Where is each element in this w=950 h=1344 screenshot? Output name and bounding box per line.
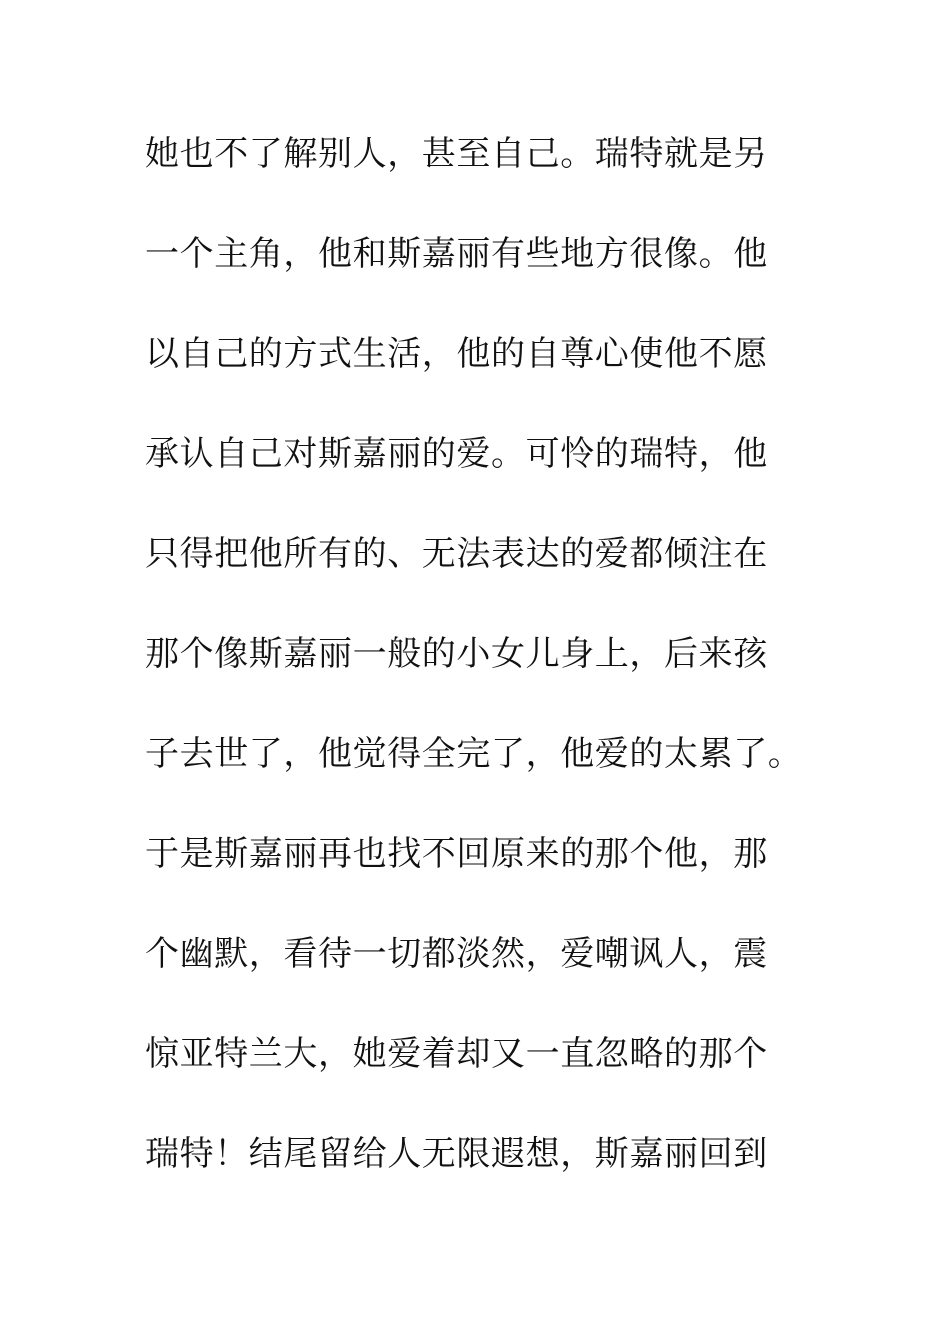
text-line-7: 子去世了，他觉得全完了，他爱的太累了。 — [145, 734, 803, 774]
text-line-10: 惊亚特兰大，她爱着却又一直忽略的那个 — [145, 1034, 768, 1074]
text-line-8: 于是斯嘉丽再也找不回原来的那个他，那 — [145, 834, 768, 874]
text-line-3: 以自己的方式生活，他的自尊心使他不愿 — [145, 334, 768, 374]
text-line-2: 一个主角，他和斯嘉丽有些地方很像。他 — [145, 234, 768, 274]
text-line-5: 只得把他所有的、无法表达的爱都倾注在 — [145, 534, 768, 574]
text-line-11: 瑞特！结尾留给人无限遐想，斯嘉丽回到 — [145, 1134, 768, 1174]
text-line-4: 承认自己对斯嘉丽的爱。可怜的瑞特，他 — [145, 434, 768, 474]
text-line-6: 那个像斯嘉丽一般的小女儿身上，后来孩 — [145, 634, 768, 674]
text-line-9: 个幽默，看待一切都淡然，爱嘲讽人，震 — [145, 934, 768, 974]
paragraph-text — [145, 125, 825, 1225]
text-line-1: 她也不了解别人，甚至自己。瑞特就是另 — [145, 134, 768, 174]
